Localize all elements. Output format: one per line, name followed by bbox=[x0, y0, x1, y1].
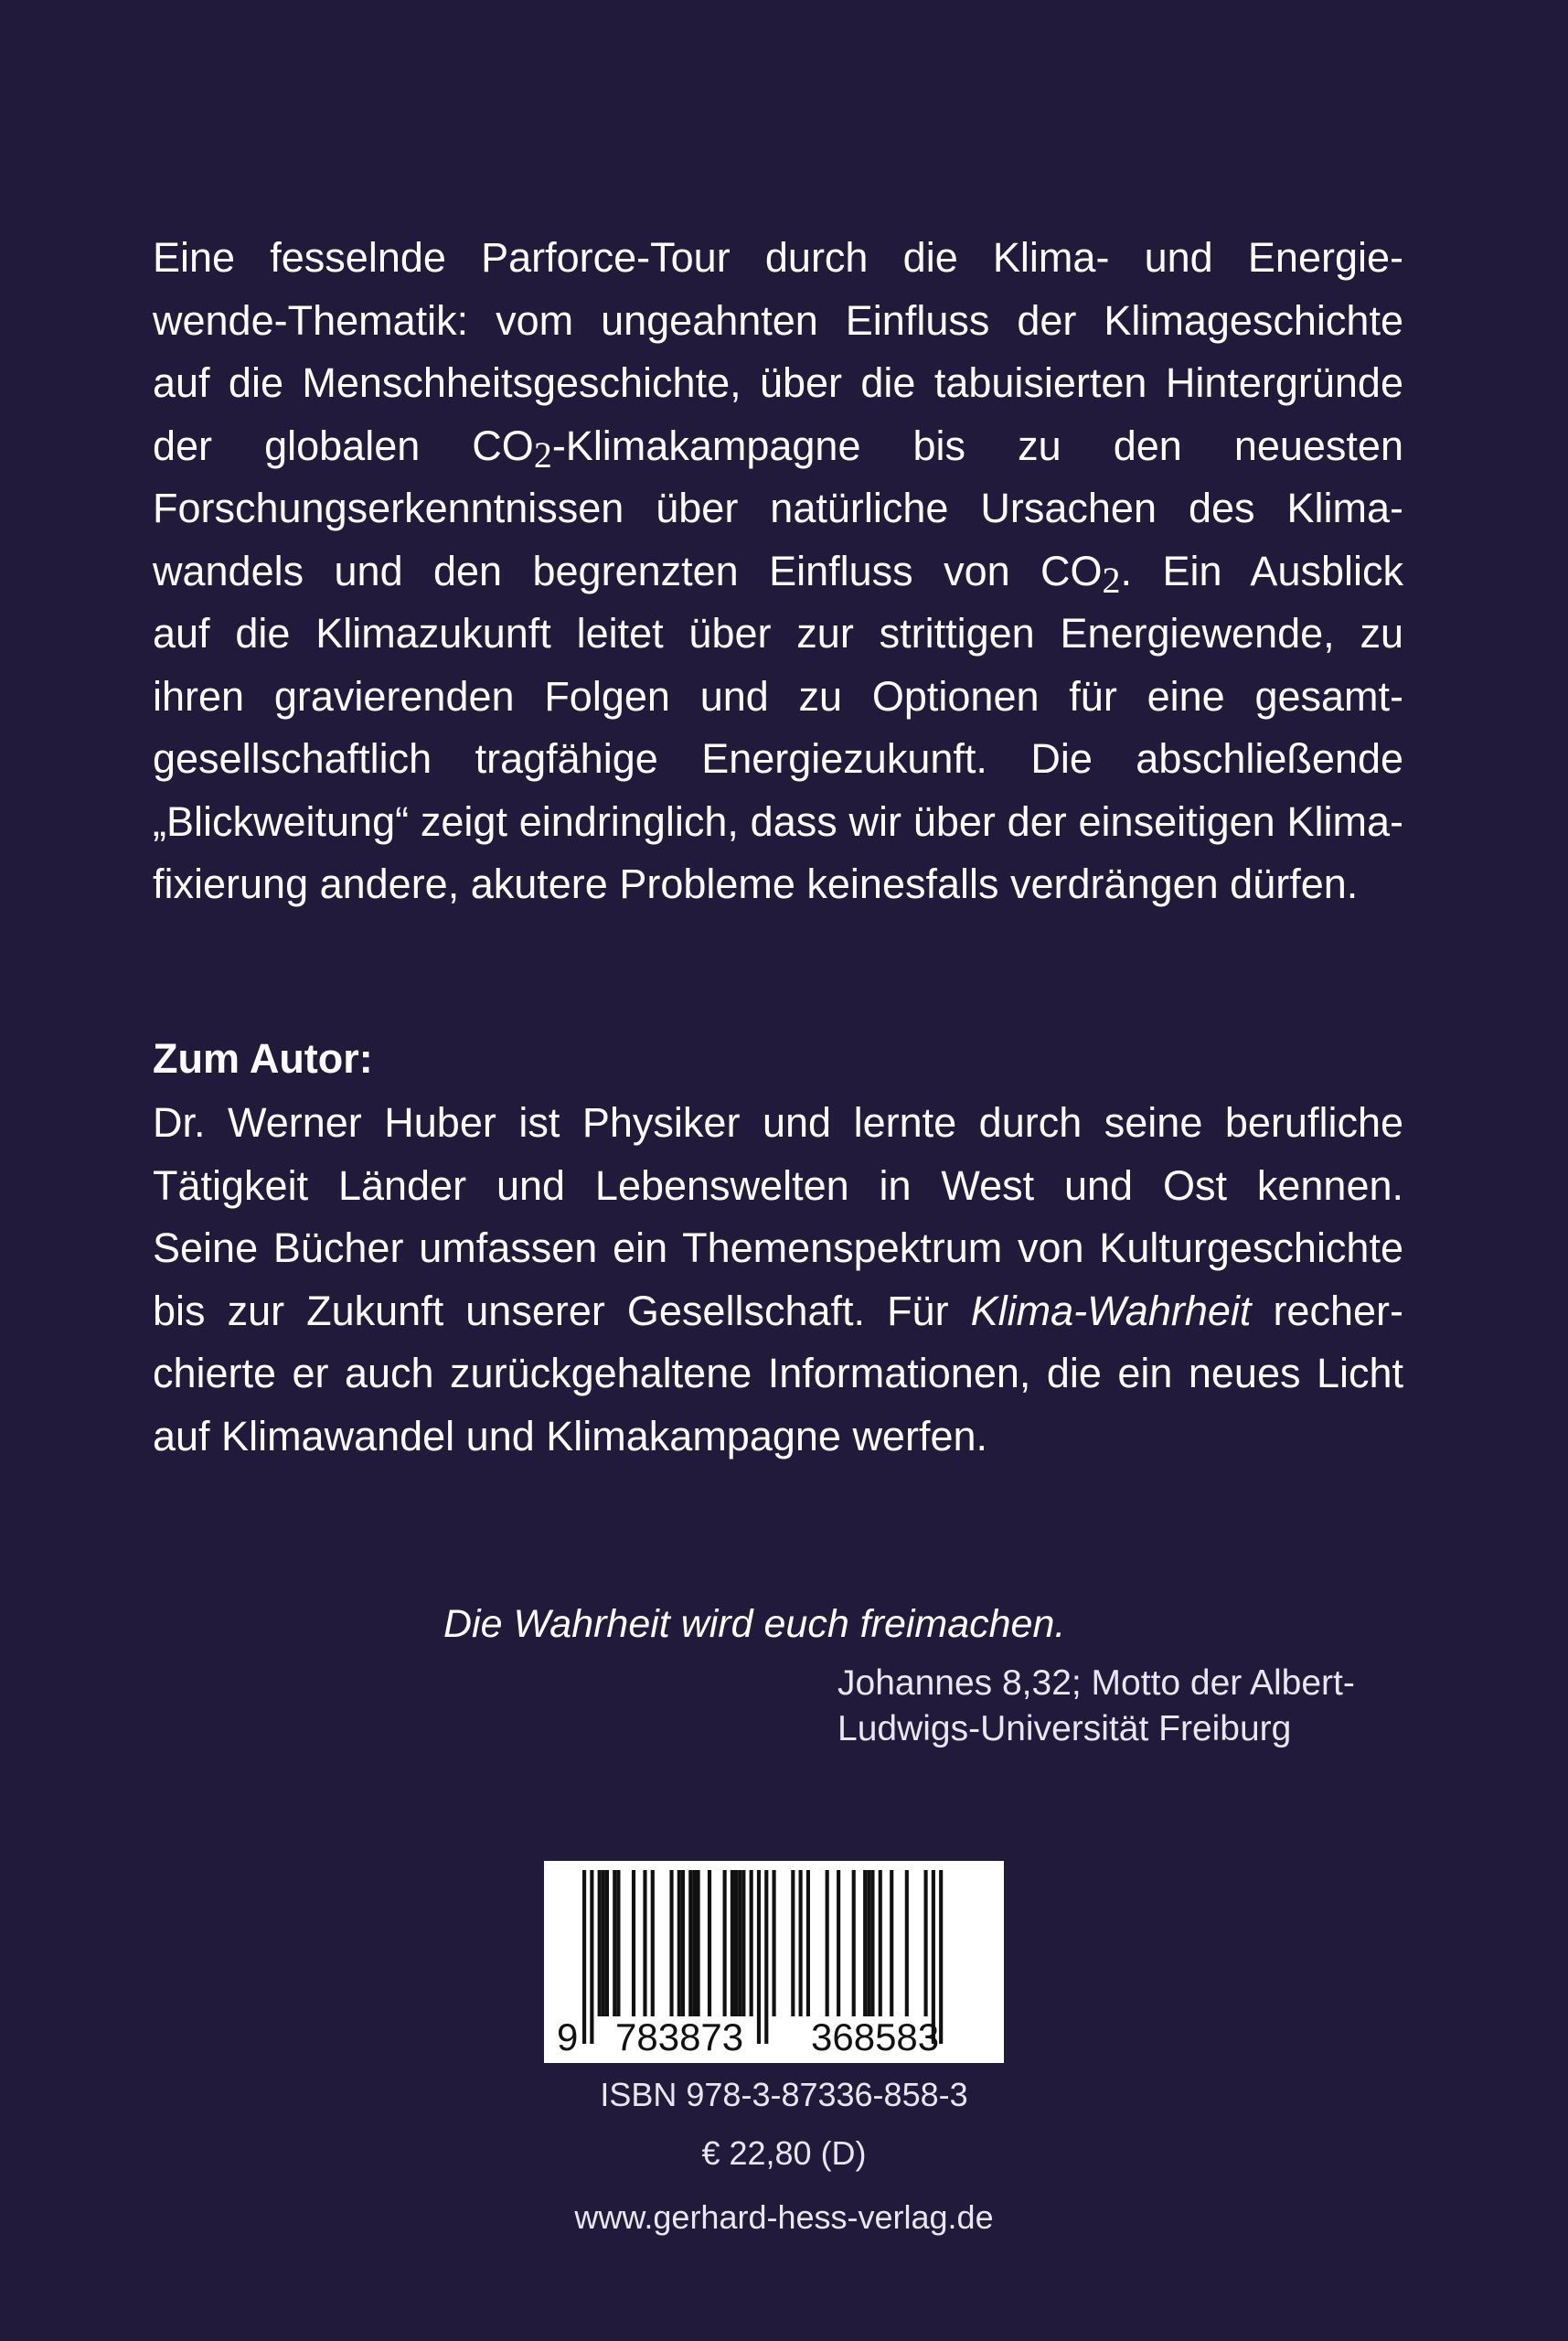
barcode-bar bbox=[602, 1870, 605, 2016]
barcode-bar bbox=[708, 1870, 711, 2016]
author-line: Seine Bücher umfassen ein Themenspektrum von Kulturgeschichte bbox=[153, 1224, 1403, 1271]
barcode-bar bbox=[681, 1870, 685, 2016]
author-bio bbox=[153, 1092, 1403, 1468]
author-line: Dr. Werner Huber ist Physiker und lernte durch seine berufliche bbox=[153, 1099, 1403, 1146]
barcode-bar bbox=[826, 1870, 829, 2016]
barcode-bar bbox=[734, 1870, 738, 2016]
barcode-bar bbox=[616, 1870, 620, 2016]
book-description bbox=[153, 227, 1403, 916]
description-line bbox=[153, 415, 1403, 478]
description-line bbox=[153, 540, 1403, 604]
description-line: gesellschaftlich tragfähige Energiezukunft. Die abschließende bbox=[153, 735, 1403, 782]
barcode-bar bbox=[632, 1870, 635, 2016]
author-line: auf Klimawandel und Klimakampagne werfen. bbox=[153, 1412, 988, 1459]
book-title-italic: Klima-Wahrheit bbox=[970, 1287, 1252, 1334]
price-text: € 22,80 (D) bbox=[701, 2134, 867, 2172]
description-line: „Blickweitung“ zeigt eindringlich, dass wir über der einseitigen Klima- bbox=[153, 797, 1403, 845]
barcode-bar bbox=[613, 1870, 616, 2016]
motto-source bbox=[837, 1661, 1355, 1752]
barcode-bar bbox=[731, 1870, 734, 2016]
author-line: Tätigkeit Länder und Lebenswelten in West und Ost kennen. bbox=[153, 1161, 1403, 1209]
barcode-bar bbox=[738, 1870, 741, 2016]
barcode-bar bbox=[669, 1870, 673, 2016]
barcode-bar bbox=[741, 1870, 745, 2016]
description-line: Forschungserkenntnissen über natürliche Ursachen des Klima- bbox=[153, 485, 1403, 531]
barcode-bar bbox=[773, 1870, 776, 2016]
author-line: chierte er auch zurückgehaltene Informationen, die ein neues Licht bbox=[153, 1350, 1403, 1396]
description-text: . Ein Ausblick bbox=[1120, 547, 1403, 594]
barcode-bar bbox=[688, 1870, 692, 2016]
barcode-bar bbox=[867, 1870, 870, 2016]
barcode-bar bbox=[879, 1870, 882, 2016]
barcode-digits-right: 368583 bbox=[811, 2015, 940, 2058]
barcode-bar bbox=[870, 1870, 874, 2016]
description-text: -Klimakampagne bis zu den neuesten bbox=[551, 422, 1403, 469]
barcode-digit-first: 9 bbox=[557, 2015, 579, 2058]
description-line: Eine fesselnde Parforce-Tour durch die Klima- und Energie- bbox=[153, 234, 1403, 281]
barcode-bar bbox=[692, 1870, 696, 2016]
motto-quote: Die Wahrheit wird euch freimachen. bbox=[443, 1602, 1066, 1646]
barcode-bar bbox=[905, 1870, 909, 2016]
barcode-bar bbox=[939, 1870, 943, 2044]
description-text: der globalen CO bbox=[153, 422, 534, 469]
barcode-bar bbox=[677, 1870, 681, 2016]
motto-source-line: Ludwigs-Universität Freiburg bbox=[837, 1709, 1292, 1748]
description-line: auf die Klimazukunft leitet über zur strittigen Energiewende, zu bbox=[153, 610, 1403, 657]
description-line: wende-Thematik: vom ungeahnten Einfluss der Klimageschichte bbox=[153, 296, 1403, 344]
description-line: ihren gravierenden Folgen und zu Optionen für eine gesamt- bbox=[153, 672, 1403, 720]
motto-source-line: Johannes 8,32; Motto der Albert- bbox=[837, 1663, 1355, 1703]
description-line: auf die Menschheitsgeschichte, über die tabuisierten Hintergründe bbox=[153, 359, 1403, 406]
barcode-bar bbox=[863, 1870, 867, 2016]
barcode-bar bbox=[651, 1870, 655, 2016]
barcode-bar bbox=[643, 1870, 646, 2016]
barcode-bar bbox=[598, 1870, 602, 2016]
barcode-bar bbox=[852, 1870, 856, 2016]
author-heading: Zum Autor: bbox=[153, 1035, 373, 1082]
barcode-bar bbox=[806, 1870, 810, 2016]
barcode-bar bbox=[764, 1870, 768, 2044]
author-text: recher- bbox=[1251, 1287, 1403, 1334]
barcode-bar bbox=[723, 1870, 727, 2016]
barcode-bar bbox=[799, 1870, 803, 2016]
barcode-bar bbox=[605, 1870, 609, 2016]
barcode-bar bbox=[791, 1870, 795, 2016]
barcode-bar bbox=[890, 1870, 893, 2016]
isbn-text: ISBN 978-3-87336-858-3 bbox=[600, 2076, 968, 2113]
description-text: wandels und den begrenzten Einfluss von CO bbox=[153, 547, 1103, 594]
barcode-bar bbox=[750, 1870, 753, 2016]
barcode-bar bbox=[757, 1870, 761, 2044]
barcode-bar bbox=[924, 1870, 928, 2016]
barcode-bar bbox=[590, 1870, 593, 2044]
author-text: bis zur Zukunft unserer Gesellschaft. Für bbox=[153, 1287, 971, 1334]
barcode-digits-left: 783873 bbox=[615, 2015, 744, 2058]
barcode-bar bbox=[837, 1870, 840, 2016]
publisher-website: www.gerhard-hess-verlag.de bbox=[574, 2198, 994, 2236]
isbn-barcode bbox=[544, 1861, 1004, 2063]
co2-subscript: 2 bbox=[1102, 559, 1121, 601]
description-line: fixierung andere, akutere Probleme keinesfalls verdrängen dürfen. bbox=[153, 861, 1359, 907]
barcode-bar bbox=[697, 1870, 700, 2016]
author-line bbox=[153, 1280, 1403, 1343]
barcode-bar bbox=[582, 1870, 586, 2044]
co2-subscript: 2 bbox=[533, 433, 552, 476]
